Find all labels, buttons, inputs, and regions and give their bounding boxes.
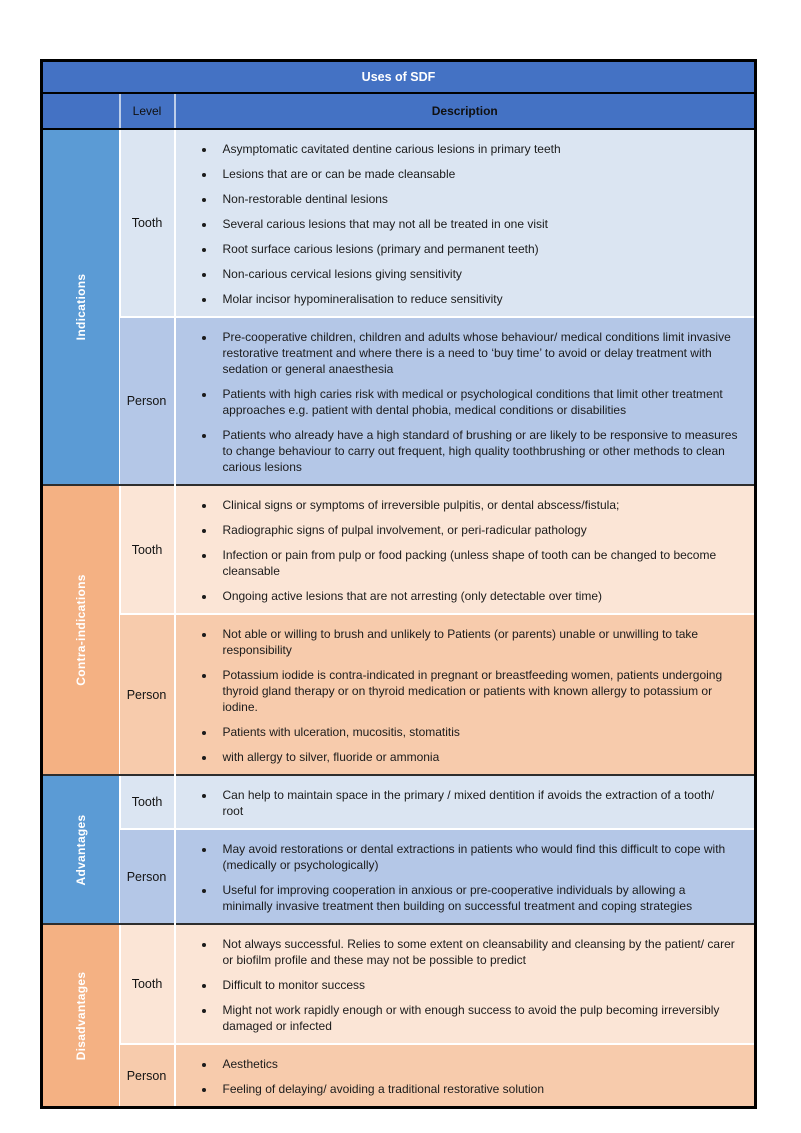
description-cell bbox=[175, 775, 756, 829]
level-cell: Person bbox=[120, 317, 175, 485]
bullet-list bbox=[184, 927, 739, 1034]
table-row bbox=[42, 129, 756, 317]
bullet-item: • Not always successful. Relies to some extent on cleansability and cleansing by the patient/ carer or biofilm profile and these may not be possible to predict bbox=[216, 936, 739, 968]
bullet-item: • Patients with ulceration, mucositis, stomatitis bbox=[216, 724, 739, 740]
bullet-item: • Useful for improving cooperation in anxious or pre-cooperative individuals by allowing a minimally invasive treatment then building on successful treatment and coping strategies bbox=[216, 882, 739, 914]
bullet-item: • Pre-cooperative children, children and adults whose behaviour/ medical conditions limit invasive restorative treatment and where there is a need to ‘buy time’ to avoid or delay treatment with sedation or general anaesthesia bbox=[216, 329, 739, 377]
category-label: Contra-indications bbox=[73, 574, 88, 686]
table-row bbox=[42, 614, 756, 775]
category-label: Advantages bbox=[73, 813, 88, 886]
bullet-list bbox=[184, 832, 739, 914]
level-cell: Person bbox=[120, 614, 175, 775]
bullet-item: • Asymptomatic cavitated dentine carious lesions in primary teeth bbox=[216, 141, 739, 157]
table-row bbox=[42, 924, 756, 1044]
description-cell bbox=[175, 829, 756, 924]
description-cell bbox=[175, 614, 756, 775]
level-cell: Person bbox=[120, 829, 175, 924]
bullet-list bbox=[184, 778, 739, 819]
description-cell bbox=[175, 924, 756, 1044]
category-cell-disadvantages bbox=[42, 924, 120, 1108]
bullet-item: • Clinical signs or symptoms of irreversible pulpitis, or dental abscess/fistula; bbox=[216, 497, 739, 513]
bullet-item: • with allergy to silver, fluoride or ammonia bbox=[216, 749, 739, 765]
bullet-list bbox=[184, 1047, 739, 1097]
bullet-item: • Root surface carious lesions (primary and permanent teeth) bbox=[216, 241, 739, 257]
level-cell: Person bbox=[120, 1044, 175, 1108]
table-row bbox=[42, 829, 756, 924]
level-cell: Tooth bbox=[120, 924, 175, 1044]
bullet-item: • Potassium iodide is contra-indicated in pregnant or breastfeeding women, patients undergoing thyroid gland therapy or on thyroid medication or patients with known allergy to potassium or iodine. bbox=[216, 667, 739, 715]
description-cell bbox=[175, 317, 756, 485]
bullet-item: • Patients who already have a high standard of brushing or are likely to be responsive to measures to change behaviour to carry out frequent, high quality toothbrushing or other methods to clean carious lesions bbox=[216, 427, 739, 475]
level-cell: Tooth bbox=[120, 775, 175, 829]
description-cell bbox=[175, 129, 756, 317]
description-column-header: Description bbox=[175, 93, 756, 129]
bullet-item: • May avoid restorations or dental extractions in patients who would find this difficult to cope with (medically or psychologically) bbox=[216, 841, 739, 873]
bullet-item: • Might not work rapidly enough or with enough success to avoid the pulp becoming irreversibly damaged or infected bbox=[216, 1002, 739, 1034]
table-title: Uses of SDF bbox=[42, 61, 756, 94]
table-header-row bbox=[42, 93, 756, 129]
category-cell-indications bbox=[42, 129, 120, 485]
table-row bbox=[42, 317, 756, 485]
bullet-item: • Infection or pain from pulp or food packing (unless shape of tooth can be changed to become cleansable bbox=[216, 547, 739, 579]
description-cell bbox=[175, 485, 756, 614]
level-cell: Tooth bbox=[120, 129, 175, 317]
category-label: Disadvantages bbox=[73, 971, 88, 1060]
bullet-list bbox=[184, 320, 739, 475]
table-title-row bbox=[42, 61, 756, 94]
bullet-item: • Several carious lesions that may not all be treated in one visit bbox=[216, 216, 739, 232]
bullet-item: • Aesthetics bbox=[216, 1056, 739, 1072]
bullet-item: • Not able or willing to brush and unlikely to Patients (or parents) unable or unwilling to take responsibility bbox=[216, 626, 739, 658]
bullet-item: • Can help to maintain space in the primary / mixed dentition if avoids the extraction of a tooth/ root bbox=[216, 787, 739, 819]
bullet-item: • Lesions that are or can be made cleansable bbox=[216, 166, 739, 182]
bullet-item: • Patients with high caries risk with medical or psychological conditions that limit other treatment approaches e.g. patient with dental phobia, medical conditions or disabilities bbox=[216, 386, 739, 418]
category-column-header bbox=[42, 93, 120, 129]
table-row bbox=[42, 775, 756, 829]
bullet-list bbox=[184, 488, 739, 604]
level-column-header: Level bbox=[120, 93, 175, 129]
table-row bbox=[42, 485, 756, 614]
bullet-item: • Molar incisor hypomineralisation to reduce sensitivity bbox=[216, 291, 739, 307]
description-cell bbox=[175, 1044, 756, 1108]
category-label: Indications bbox=[73, 273, 88, 341]
bullet-item: • Radiographic signs of pulpal involvement, or peri-radicular pathology bbox=[216, 522, 739, 538]
bullet-item: • Ongoing active lesions that are not arresting (only detectable over time) bbox=[216, 588, 739, 604]
bullet-list bbox=[184, 617, 739, 765]
level-cell: Tooth bbox=[120, 485, 175, 614]
bullet-item: • Difficult to monitor success bbox=[216, 977, 739, 993]
bullet-item: • Non-restorable dentinal lesions bbox=[216, 191, 739, 207]
table-row bbox=[42, 1044, 756, 1108]
category-cell-advantages bbox=[42, 775, 120, 924]
uses-of-sdf-table bbox=[40, 59, 757, 1109]
bullet-item: • Feeling of delaying/ avoiding a traditional restorative solution bbox=[216, 1081, 739, 1097]
category-cell-contra-indications bbox=[42, 485, 120, 775]
table-body bbox=[42, 129, 756, 1108]
bullet-item: • Non-carious cervical lesions giving sensitivity bbox=[216, 266, 739, 282]
bullet-list bbox=[184, 132, 739, 307]
